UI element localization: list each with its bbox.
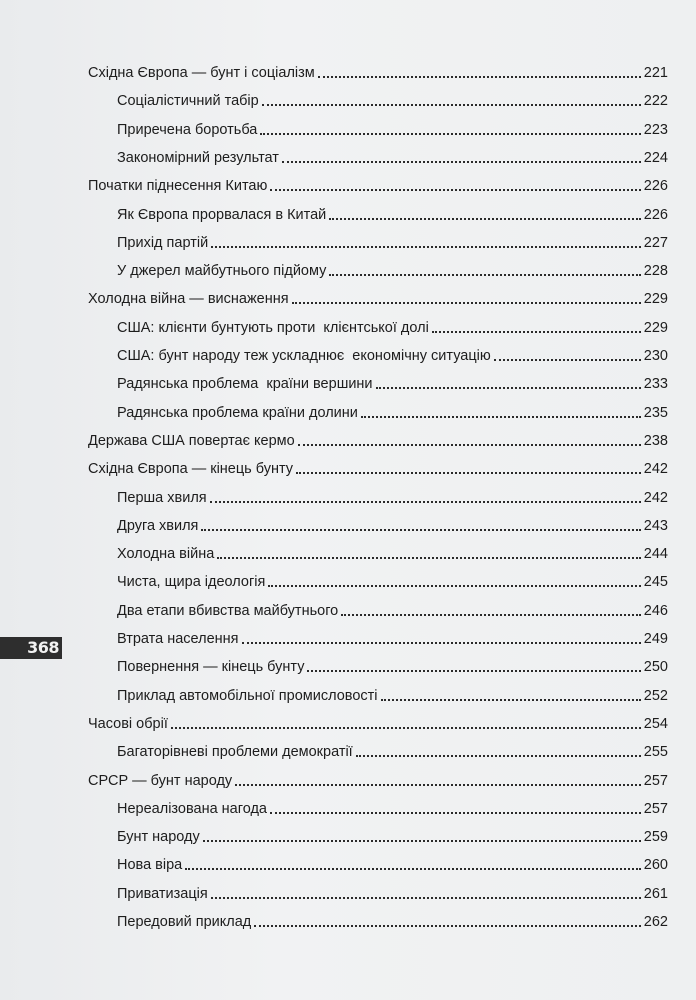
toc-entry-page: 229 <box>643 319 668 336</box>
toc-entry <box>117 483 668 507</box>
dot-leader <box>201 529 640 531</box>
toc-entry <box>88 58 668 82</box>
dot-leader <box>376 387 641 389</box>
toc-entry-title: Радянська проблема країни долини <box>117 404 358 421</box>
toc-entry-page: 221 <box>643 65 668 81</box>
toc-entry-title: США: бунт народу теж ускладнює економічну ситуацію <box>117 348 491 364</box>
toc-entry <box>117 228 668 252</box>
dot-leader <box>329 218 641 220</box>
toc-entry-title: Східна Європа — кінець бунту <box>88 461 294 478</box>
toc-entry <box>117 398 668 422</box>
dot-leader <box>242 642 641 644</box>
toc-entry-title: Нова віра <box>117 857 183 874</box>
toc-entry-title: Втрата населення <box>117 631 239 647</box>
toc-entry <box>88 709 668 733</box>
toc-entry-page: 242 <box>643 489 668 506</box>
toc-entry-title: Соціалістичний табір <box>117 93 259 110</box>
page-number: 368 <box>27 638 59 657</box>
toc-entry-title: Початки піднесення Китаю <box>88 178 268 195</box>
toc-entry-page: 229 <box>643 291 668 308</box>
dot-leader <box>432 331 641 333</box>
page-number-badge <box>0 637 62 659</box>
dot-leader <box>341 614 641 616</box>
toc-entry-page: 227 <box>643 234 668 251</box>
toc-entry-title: Приречена боротьба <box>117 121 258 138</box>
toc-entry-page: 226 <box>643 206 668 223</box>
dot-leader <box>329 274 640 276</box>
toc-entry-page: 257 <box>643 772 668 789</box>
toc-entry <box>117 794 668 818</box>
toc-entry-page: 257 <box>643 800 668 817</box>
toc-entry <box>117 115 668 139</box>
toc-entry-page: 249 <box>643 631 668 647</box>
toc-entry-title: СРСР — бунт народу <box>88 772 233 789</box>
toc-entry-title: Холодна війна <box>117 546 215 563</box>
toc-entry <box>88 171 668 195</box>
toc-entry-title: Радянська проблема країни вершини <box>117 376 373 393</box>
toc-entry-page: 242 <box>643 461 668 478</box>
dot-leader <box>307 670 640 672</box>
toc-entry <box>117 143 668 167</box>
dot-leader <box>260 133 640 135</box>
dot-leader <box>270 189 640 191</box>
toc-entry-title: Холодна війна — виснаження <box>88 291 289 308</box>
dot-leader <box>356 755 641 757</box>
toc-entry-page: 223 <box>643 121 668 138</box>
toc-entry-title: Чиста, щира ідеологія <box>117 574 266 591</box>
toc-entry-page: 233 <box>643 376 668 393</box>
toc-entry-title: Передовий приклад <box>117 914 252 930</box>
toc-entry-title: Закономірний результат <box>117 149 279 166</box>
toc-entry <box>117 256 668 280</box>
dot-leader <box>298 444 641 446</box>
toc-entry-title: Приватизація <box>117 885 208 902</box>
toc-entry-page: 230 <box>643 348 668 364</box>
dot-leader <box>292 302 641 304</box>
toc-entry-page: 260 <box>643 857 668 874</box>
dot-leader <box>282 161 641 163</box>
toc-entry <box>88 284 668 308</box>
dot-leader <box>268 585 640 587</box>
dot-leader <box>211 246 641 248</box>
toc-entry-title: Багаторівневі проблеми демократії <box>117 744 353 761</box>
toc-entry <box>117 86 668 110</box>
toc-entry-page: 228 <box>643 263 668 280</box>
toc-entry-page: 235 <box>643 404 668 421</box>
toc-entry-title: Два етапи вбивства майбутнього <box>117 602 339 619</box>
toc-entry-page: 238 <box>643 432 668 449</box>
dot-leader <box>217 557 641 559</box>
toc-entry <box>88 766 668 790</box>
dot-leader <box>203 840 641 842</box>
toc-entry-title: Прихід партій <box>117 234 209 251</box>
toc-entry <box>117 681 668 705</box>
toc-entry-page: 244 <box>643 546 668 563</box>
toc-entry <box>117 341 668 365</box>
toc-entry-title: Повернення — кінець бунту <box>117 659 305 676</box>
toc-entry-title: Часові обрії <box>88 715 168 732</box>
dot-leader <box>361 416 641 418</box>
toc-entry-page: 261 <box>643 885 668 902</box>
dot-leader <box>270 812 641 814</box>
toc-entry-title: Бунт народу <box>117 829 200 846</box>
toc-entry <box>117 737 668 761</box>
toc-entry <box>117 652 668 676</box>
toc-entry-title: У джерел майбутнього підйому <box>117 263 327 280</box>
dot-leader <box>318 76 641 78</box>
toc-entry-page: 243 <box>643 517 668 534</box>
toc-entry-page: 259 <box>643 829 668 846</box>
toc-entry <box>117 907 668 931</box>
dot-leader <box>262 104 641 106</box>
toc-entry-page: 246 <box>643 602 668 619</box>
toc-entry <box>117 511 668 535</box>
toc-entry-page: 254 <box>643 715 668 732</box>
toc-entry <box>88 454 668 478</box>
toc-entry <box>117 200 668 224</box>
dot-leader <box>210 501 641 503</box>
toc-entry <box>117 624 668 648</box>
dot-leader <box>494 359 641 361</box>
toc-entry <box>117 313 668 337</box>
toc-entry-title: США: клієнти бунтують проти клієнтської долі <box>117 319 429 336</box>
toc-entry-title: Держава США повертає кермо <box>88 432 295 449</box>
toc-entry <box>117 879 668 903</box>
dot-leader <box>171 727 641 729</box>
toc-entry-title: Перша хвиля <box>117 489 207 506</box>
toc-entry <box>117 850 668 874</box>
toc-entry <box>117 596 668 620</box>
toc-entry-page: 245 <box>643 574 668 591</box>
dot-leader <box>235 784 641 786</box>
toc-entry <box>117 539 668 563</box>
toc-entry-title: Приклад автомобільної промисловості <box>117 687 378 704</box>
dot-leader <box>381 699 641 701</box>
dot-leader <box>296 472 641 474</box>
dot-leader <box>254 925 641 927</box>
toc-entry-page: 255 <box>643 744 668 761</box>
toc-entry-page: 224 <box>643 149 668 166</box>
toc-entry-title: Нереалізована нагода <box>117 800 267 817</box>
toc-entry-title: Східна Європа — бунт і соціалізм <box>88 65 315 81</box>
toc-entry-page: 226 <box>643 178 668 195</box>
toc-entry-page: 250 <box>643 659 668 676</box>
toc-entry <box>117 822 668 846</box>
toc-entry-title: Друга хвиля <box>117 517 199 534</box>
toc-entry-page: 262 <box>643 914 668 930</box>
toc-entry <box>88 426 668 450</box>
toc-entry-page: 222 <box>643 93 668 110</box>
toc-entry <box>117 567 668 591</box>
dot-leader <box>211 897 641 899</box>
toc-entry-title: Як Європа прорвалася в Китай <box>117 206 327 223</box>
dot-leader <box>185 868 641 870</box>
toc-entry-page: 252 <box>643 687 668 704</box>
toc-entry <box>117 369 668 393</box>
